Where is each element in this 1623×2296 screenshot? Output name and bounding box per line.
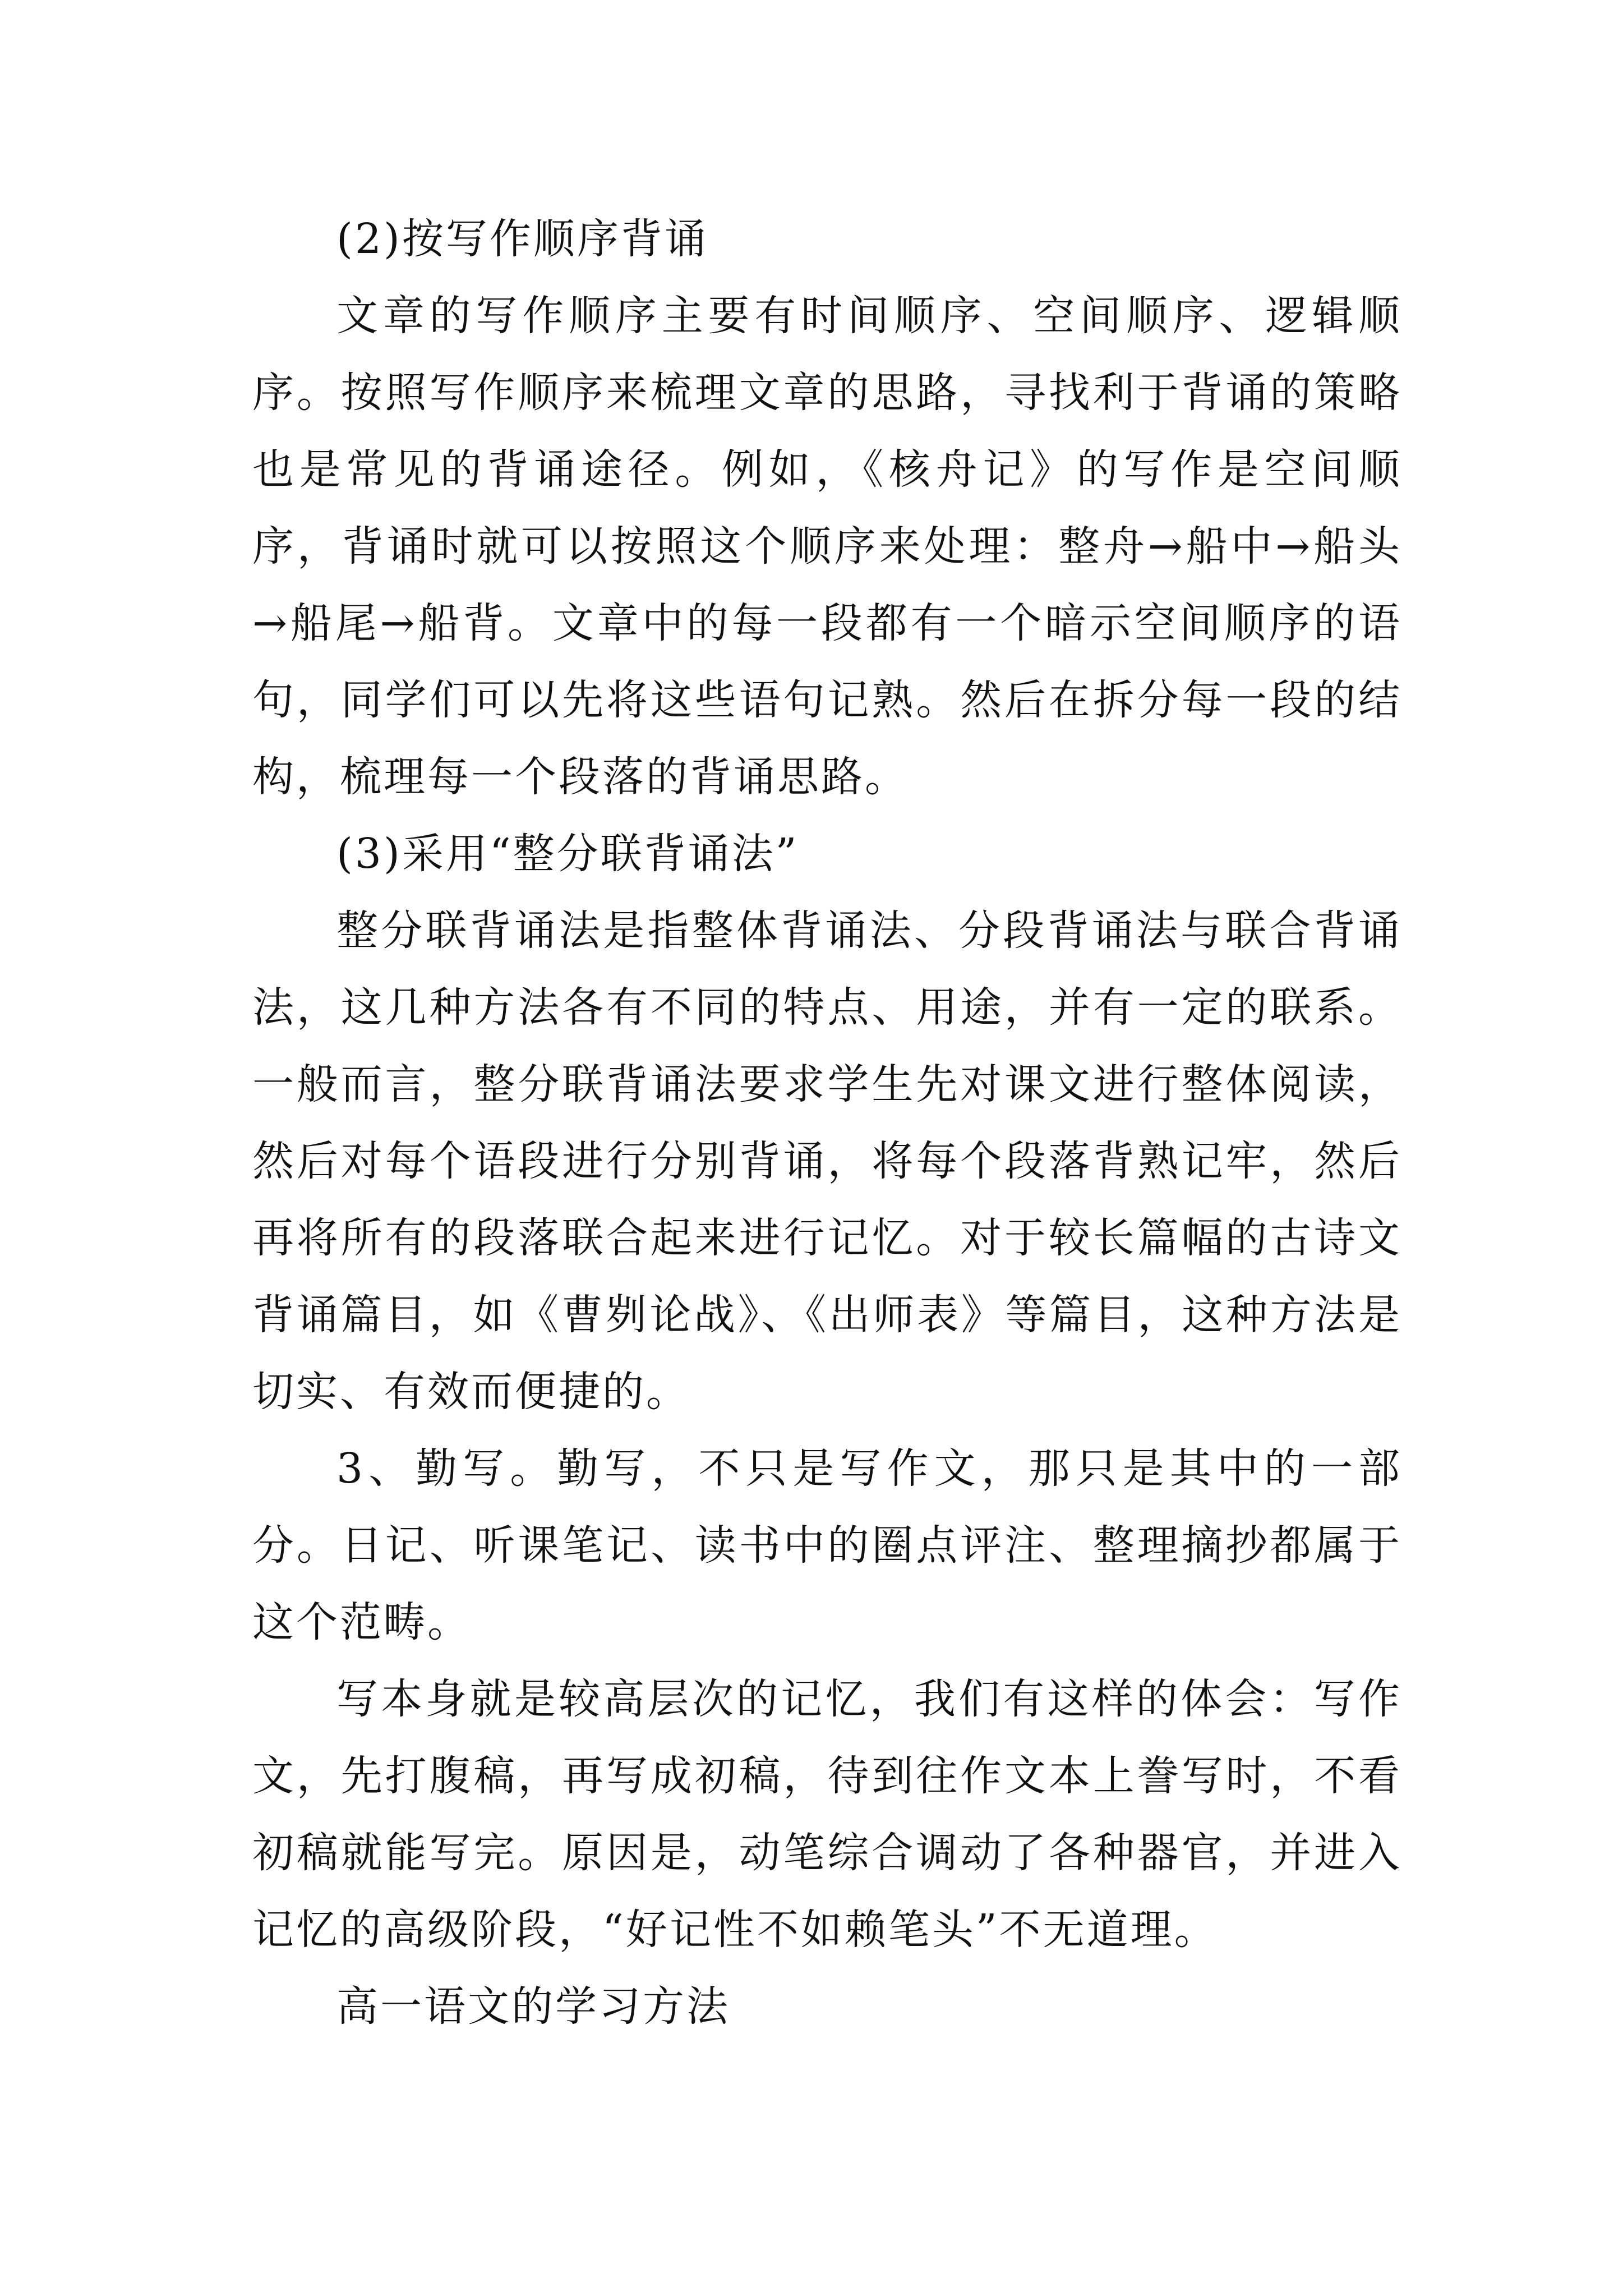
paragraph-write-often: 3、勤写。勤写，不只是写作文，那只是其中的一部分。日记、听课笔记、读书中的圈点评注、整理摘抄都属于这个范畴。 [252,1444,1402,1646]
document-page [252,201,1402,2045]
subheading-whole-part-method: (3)采用“整分联背诵法” [336,830,799,878]
section-heading-study-method: 高一语文的学习方法 [336,1982,730,2031]
paragraph-writing-memory: 写本身就是较高层次的记忆，我们有这样的体会：写作文，先打腹稿，再写成初稿，待到往作文本上誊写时，不看初稿就能写完。原因是，动笔综合调动了各种器官，并进入记忆的高级阶段，“好记性不如赖笔头”不无道理。 [252,1675,1402,1954]
paragraph-writing-order: 文章的写作顺序主要有时间顺序、空间顺序、逻辑顺序。按照写作顺序来梳理文章的思路，寻找利于背诵的策略也是常见的背诵途径。例如，《核舟记》的写作是空间顺序，背诵时就可以按照这个顺序来处理：整舟→船中→船头→船尾→船背。文章中的每一段都有一个暗示空间顺序的语句，同学们可以先将这些语句记熟。然后在拆分每一段的结构，梳理每一个段落的背诵思路。 [252,292,1402,801]
paragraph-whole-part-method: 整分联背诵法是指整体背诵法、分段背诵法与联合背诵法，这几种方法各有不同的特点、用途，并有一定的联系。一般而言，整分联背诵法要求学生先对课文进行整体阅读，然后对每个语段进行分别背诵，将每个段落背熟记牢，然后再将所有的段落联合起来进行记忆。对于较长篇幅的古诗文背诵篇目，如《曹刿论战》、《出师表》等篇目，这种方法是切实、有效而便捷的。 [252,907,1402,1416]
subheading-recite-by-order: (2)按写作顺序背诵 [336,215,708,263]
